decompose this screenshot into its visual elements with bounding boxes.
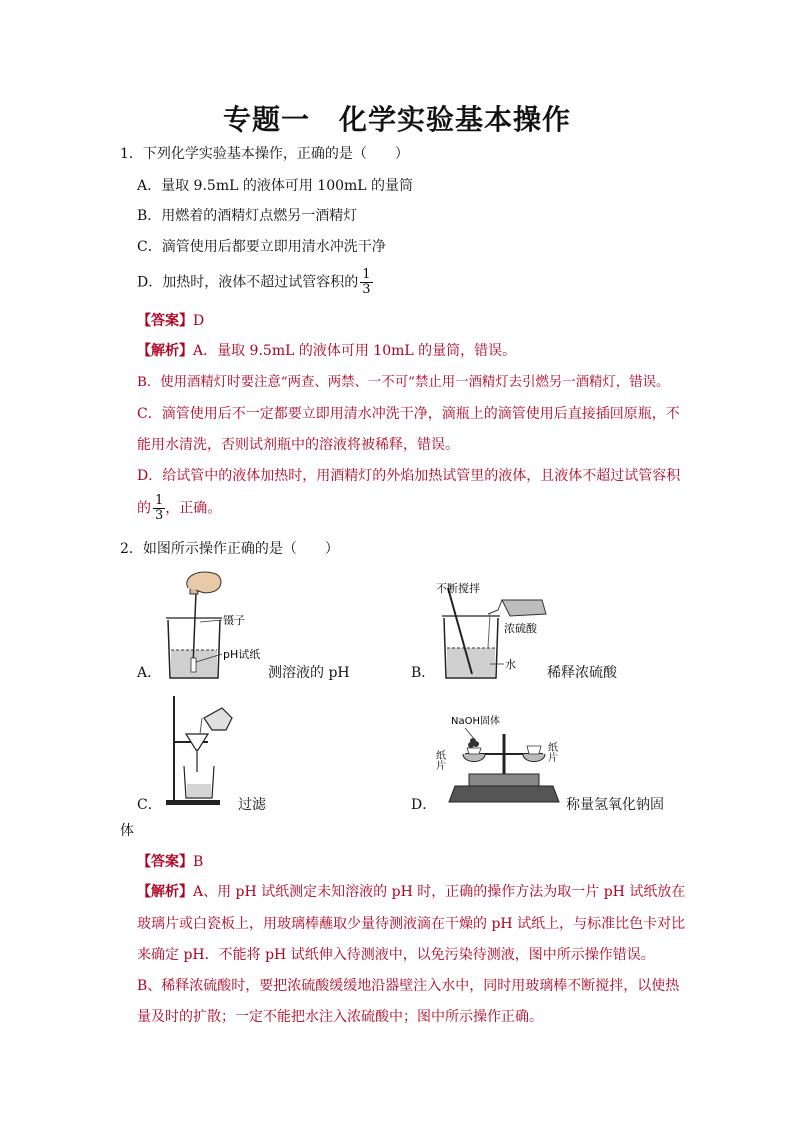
answer-value: B: [193, 854, 204, 870]
analysis-tag: 【解析】: [137, 343, 193, 359]
fraction-denominator: 3: [362, 282, 371, 297]
fraction-one-third: [153, 494, 165, 523]
q2-analysis-a2: 玻璃片或白瓷板上，用玻璃棒蘸取少量待测液滴在干燥的 pH 试纸上，与标准比色卡对比: [137, 916, 686, 932]
q1-analysis-c1: C．滴管使用后不一定都要立即用清水冲洗干净，滴瓶上的滴管使用后直接插回原瓶，不: [137, 406, 680, 422]
naoh-label: NaOH固体: [451, 716, 500, 727]
ph-paper-label: pH试纸: [223, 648, 261, 661]
fraction-denominator: 3: [155, 508, 164, 523]
q2-analysis-a1: [137, 882, 685, 902]
answer-value: D: [193, 313, 205, 329]
q2-analysis-b2: 量及时的扩散；一定不能把水注入浓硫酸中；图中所示操作正确。: [137, 1009, 543, 1025]
answer-tag: 【答案】: [137, 313, 193, 329]
stir-label: 不断搅拌: [436, 582, 480, 595]
q2-option-a-letter: A．: [137, 665, 162, 681]
acid-label: 浓硫酸: [504, 622, 537, 635]
fraction-one-third: [360, 268, 372, 297]
paper-right-label: 纸片: [545, 742, 557, 762]
page-title: 专题一 化学实验基本操作: [222, 103, 571, 136]
analysis-text: ，正确。: [165, 500, 222, 517]
dilute-acid-figure: [430, 578, 560, 684]
q1-option-a: A．量取 9.5mL 的液体可用 100mL 的量筒: [137, 178, 414, 194]
analysis-tag: 【解析】: [137, 884, 193, 900]
q1-analysis-d1: D．给试管中的液体加热时，用酒精灯的外焰加热试管里的液体，且液体不超过试管容积: [137, 468, 681, 484]
q1-option-b: B．用燃着的酒精灯点燃另一酒精灯: [137, 208, 358, 224]
q2-stem: 2．如图所示操作正确的是（ ）: [120, 541, 339, 557]
q2-option-b-letter: B．: [411, 665, 436, 681]
fraction-numerator: 1: [362, 267, 371, 282]
q2-answer: [137, 852, 203, 872]
q1-analysis-a: [137, 341, 516, 361]
q2-option-d-letter: D．: [411, 797, 437, 813]
answer-tag: 【答案】: [137, 854, 193, 870]
q1-option-c: C．滴管使用后都要立即用清水冲洗干净: [137, 239, 386, 255]
analysis-text: 的: [137, 500, 151, 517]
paper-left-label: 纸片: [433, 750, 445, 770]
ph-test-figure: [160, 570, 280, 682]
water-label: 水: [505, 658, 516, 671]
analysis-text: A、用 pH 试纸测定未知溶液的 pH 时，正确的操作方法为取一片 pH 试纸放在: [193, 884, 686, 900]
q1-option-d-text: D．加热时，液体不超过试管容积的: [137, 274, 359, 291]
q2-analysis-a3: 来确定 pH．不能将 pH 试纸伸入待测液中，以免污染待测液，图中所示操作错误。: [137, 947, 655, 963]
q2-option-b-caption: 稀释浓硫酸: [547, 665, 617, 681]
filtration-figure: [160, 690, 240, 808]
q1-analysis-b: B．使用酒精灯时要注意“两查、两禁、一不可”禁止用一酒精灯去引燃另一酒精灯，错误。: [137, 375, 670, 390]
q2-option-d-caption-cont: 体: [120, 823, 134, 839]
q1-stem: 1．下列化学实验基本操作，正确的是（ ）: [120, 146, 409, 162]
q2-option-a-caption: 测溶液的 pH: [268, 665, 350, 681]
q1-analysis-d2: [137, 494, 221, 530]
fraction-numerator: 1: [155, 493, 164, 508]
q2-option-d-caption: 称量氢氧化钠固: [566, 797, 664, 813]
analysis-text: A．量取 9.5mL 的液体可用 10mL 的量筒，错误。: [193, 343, 517, 359]
q2-option-c-caption: 过滤: [238, 797, 266, 813]
q2-option-c-letter: C．: [137, 797, 162, 813]
weighing-figure: [435, 712, 565, 808]
tweezers-label: 镊子: [223, 614, 245, 627]
q2-analysis-b1: B、稀释浓硫酸时，要把浓硫酸缓缓地沿器壁注入水中，同时用玻璃棒不断搅拌，以使热: [137, 978, 680, 994]
q1-analysis-c2: 能用水清洗，否则试剂瓶中的溶液将被稀释，错误。: [137, 437, 459, 453]
q1-answer: [137, 311, 204, 331]
q1-option-d: [137, 268, 373, 304]
